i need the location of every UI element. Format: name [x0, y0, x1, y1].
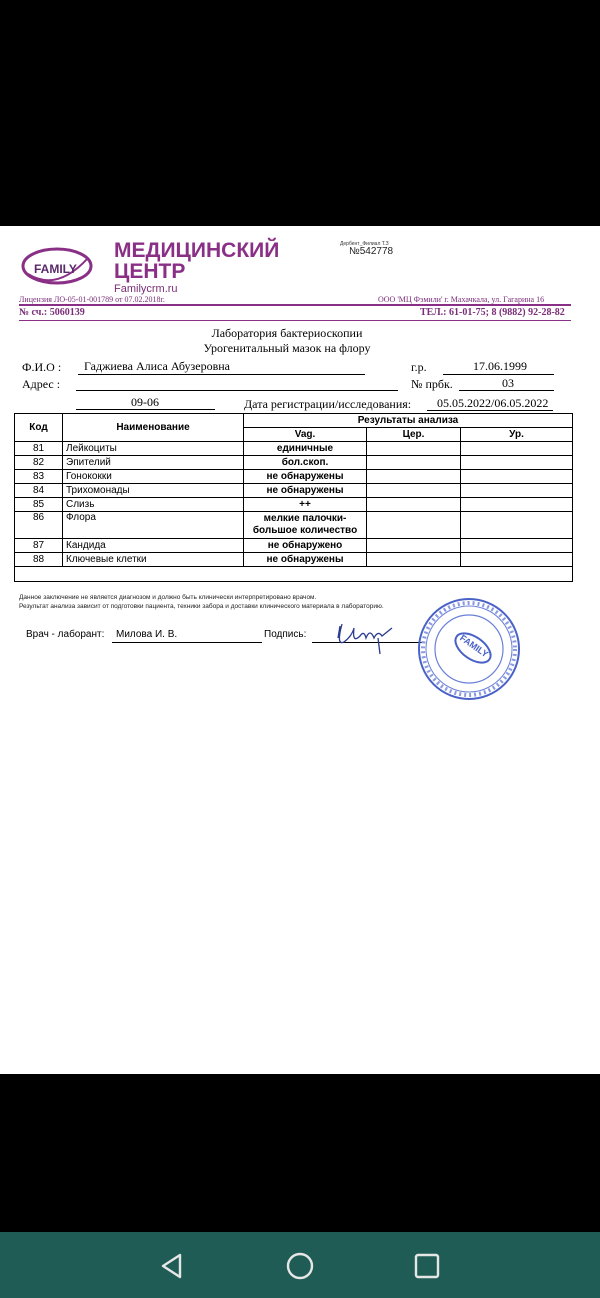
- row-code: 84: [15, 484, 63, 498]
- account-number: № сч.: 5060139: [19, 307, 85, 318]
- doctor-underline: [112, 642, 262, 643]
- row-vag-line2: большое количество: [252, 525, 358, 536]
- company-address: ООО 'МЦ Фэмили' г. Махачкала, ул. Гагарина 16: [378, 295, 545, 304]
- disclaimer-line1: Данное заключение не является диагнозом и должно быть клинически интерпретировано врачом.: [19, 594, 317, 601]
- row-vag: не обнаружено: [244, 539, 367, 553]
- col-header-name: Наименование: [63, 414, 244, 442]
- signature-label: Подпись:: [264, 629, 307, 640]
- col-header-cer: Цер.: [367, 428, 461, 442]
- row-cer: [367, 456, 461, 470]
- lab-report-document: [0, 226, 600, 1074]
- row-vag: бол.скоп.: [244, 456, 367, 470]
- header-divider-top: [19, 304, 571, 306]
- col-header-ur: Ур.: [461, 428, 573, 442]
- row-cer: [367, 498, 461, 512]
- table-row: [15, 498, 573, 512]
- patient-code: 09-06: [131, 395, 159, 409]
- fio-underline: [78, 374, 365, 375]
- row-code: 85: [15, 498, 63, 512]
- address-label: Адрес :: [22, 377, 61, 391]
- row-cer: [367, 539, 461, 553]
- row-name: Эпителий: [63, 456, 244, 470]
- row-vag: не обнаружены: [244, 470, 367, 484]
- lab-name: Лаборатория бактериоскопии: [211, 326, 363, 340]
- table-row: [15, 539, 573, 553]
- table-row: [15, 470, 573, 484]
- col-header-vag: Vag.: [244, 428, 367, 442]
- row-ur: [461, 442, 573, 456]
- row-vag: ++: [244, 498, 367, 512]
- row-cer: [367, 512, 461, 539]
- fio-label: Ф.И.О :: [22, 360, 62, 374]
- row-name: Кандида: [63, 539, 244, 553]
- license-text: Лицензия ЛО-05-01-001789 от 07.02.2018г.: [19, 295, 165, 304]
- table-row: [15, 512, 573, 539]
- address-underline: [76, 390, 398, 391]
- row-code: 82: [15, 456, 63, 470]
- row-code: 83: [15, 470, 63, 484]
- sample-label: № прбк.: [411, 377, 453, 391]
- code-underline: [76, 409, 215, 410]
- row-vag: единичные: [244, 442, 367, 456]
- date-label: Дата регистрации/исследования:: [244, 397, 412, 411]
- row-vag: не обнаружены: [244, 553, 367, 567]
- row-code: 86: [15, 512, 63, 539]
- ref-small: Дербент_Филиал Т.З: [340, 241, 389, 247]
- row-code: 81: [15, 442, 63, 456]
- row-name: Гонококки: [63, 470, 244, 484]
- header-divider-bottom: [19, 320, 571, 321]
- sample-number: 03: [502, 376, 514, 390]
- empty-row-cell: [15, 567, 573, 582]
- center-title-line1: МЕДИЦИНСКИЙ: [114, 239, 280, 262]
- table-row-empty: [15, 567, 573, 582]
- row-ur: [461, 456, 573, 470]
- table-row: [15, 442, 573, 456]
- row-cer: [367, 470, 461, 484]
- center-title-line2: ЦЕНТР: [114, 260, 186, 283]
- row-ur: [461, 539, 573, 553]
- doctor-label: Врач - лаборант:: [26, 629, 105, 640]
- row-name: Лейкоциты: [63, 442, 244, 456]
- row-code: 87: [15, 539, 63, 553]
- site-link[interactable]: Familycrm.ru: [114, 283, 178, 295]
- results-table: [14, 413, 573, 582]
- doctor-name: Милова И. В.: [116, 629, 178, 640]
- disclaimer-line2: Результат анализа зависит от подготовки пациента, техники забора и доставки клинического материала в лабораторию.: [19, 603, 384, 610]
- row-ur: [461, 512, 573, 539]
- signature-icon: [330, 616, 400, 656]
- row-vag-multiline: [244, 512, 367, 539]
- table-row: [15, 456, 573, 470]
- row-name: Слизь: [63, 498, 244, 512]
- research-date: 05.05.2022/06.05.2022: [437, 396, 549, 410]
- row-cer: [367, 442, 461, 456]
- table-row: [15, 484, 573, 498]
- row-vag-line1: мелкие палочки-: [263, 513, 347, 524]
- table-row: [15, 553, 573, 567]
- row-cer: [367, 553, 461, 567]
- birth-underline: [443, 374, 554, 375]
- row-vag: не обнаружены: [244, 484, 367, 498]
- row-ur: [461, 553, 573, 567]
- birth-date: 17.06.1999: [473, 359, 527, 373]
- row-ur: [461, 484, 573, 498]
- sample-underline: [459, 390, 554, 391]
- logo-text: FAMILY: [34, 262, 77, 276]
- recent-square-icon[interactable]: [411, 1250, 443, 1282]
- col-header-code: Код: [15, 414, 63, 442]
- date-underline: [427, 410, 553, 411]
- row-name: Флора: [63, 512, 244, 539]
- row-cer: [367, 484, 461, 498]
- ref-number: №542778: [349, 246, 394, 257]
- stamp-text: FAMILY: [458, 632, 491, 660]
- row-name: Трихомонады: [63, 484, 244, 498]
- row-ur: [461, 470, 573, 484]
- home-circle-icon[interactable]: [284, 1250, 316, 1282]
- row-code: 88: [15, 553, 63, 567]
- android-navigation-bar: [0, 1232, 600, 1298]
- phone-numbers: ТЕЛ.: 61-01-75; 8 (9882) 92-28-82: [420, 307, 565, 318]
- row-ur: [461, 498, 573, 512]
- row-name: Ключевые клетки: [63, 553, 244, 567]
- col-header-results: Результаты анализа: [244, 414, 573, 428]
- birth-label: г.р.: [411, 360, 427, 374]
- test-name: Урогенитальный мазок на флору: [203, 341, 371, 355]
- back-triangle-icon[interactable]: [156, 1250, 188, 1282]
- patient-name: Гаджиева Алиса Абузеровна: [84, 359, 231, 373]
